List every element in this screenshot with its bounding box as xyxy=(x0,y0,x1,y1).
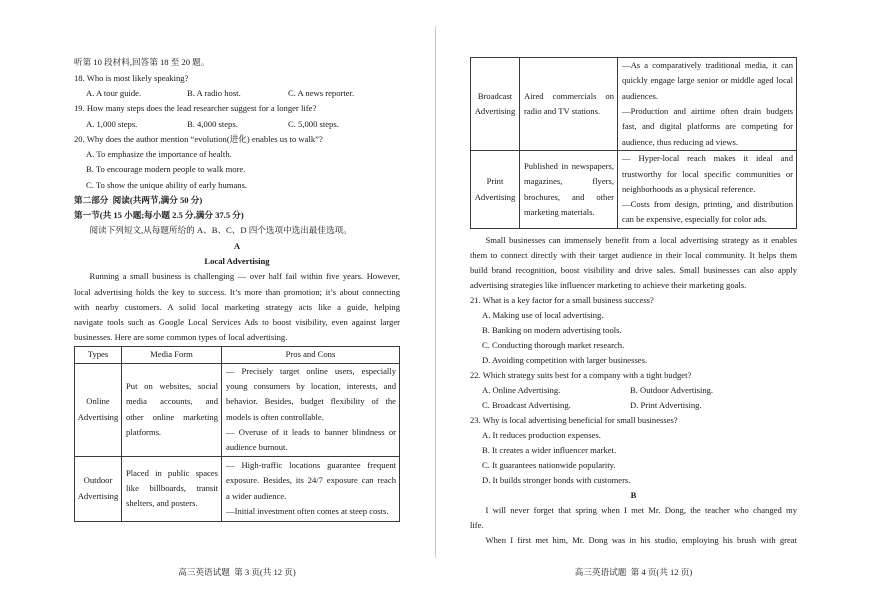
passage-a-intro xyxy=(74,269,400,345)
text-line: Running a small business is challenging — over half fail within five years. However, xyxy=(89,271,400,282)
question-18-option-a: A. A tour guide. xyxy=(86,87,142,98)
cell-line: models is often controllable. xyxy=(226,411,324,422)
passage-a-title: Local Advertising xyxy=(204,256,270,267)
text-line: navigate tools such as Google Local Services Ads to boost visibility, even against larger xyxy=(74,317,400,328)
table-row-online-advertising xyxy=(75,363,400,456)
cell-line: —As a comparatively traditional media, it can xyxy=(622,60,793,71)
text-line: shelters, and posters. xyxy=(126,498,198,509)
question-21-option-c: C. Conducting thorough market research. xyxy=(482,339,625,350)
type-cell-outdoor xyxy=(75,456,122,521)
cell-line: — Hyper-local reach makes it ideal and xyxy=(622,153,793,164)
question-20-option-c: C. To show the unique ability of early humans. xyxy=(86,179,248,190)
table-row-broadcast-advertising xyxy=(471,58,797,151)
question-22-options-row-1 xyxy=(470,383,797,398)
text-line: platforms. xyxy=(126,427,162,438)
question-19-options xyxy=(74,117,400,132)
page-4-content xyxy=(470,57,797,548)
question-22-option-a: A. Online Advertising. xyxy=(482,384,561,395)
advertising-types-table-part-1 xyxy=(74,346,400,522)
cell-line: behavior. Besides, budget flexibility of the xyxy=(226,396,396,407)
cell-line: exposure. Besides, its 24/7 exposure can reach xyxy=(226,475,396,486)
text-line: businesses. Here are some common types of local advertising. xyxy=(74,332,288,343)
reading-instruction: 阅读下列短文,从每题所给的 A、B、C、D 四个选项中选出最佳选项。 xyxy=(89,225,352,236)
cell-line: neighborhoods as a physical reference. xyxy=(622,183,756,194)
advertising-types-table-part-2 xyxy=(470,57,797,229)
table-row-outdoor-advertising xyxy=(75,456,400,521)
question-22-options-row-2 xyxy=(470,398,797,413)
cell-line: —Costs from design, printing, and distribution xyxy=(622,199,793,210)
table-row-print-advertising xyxy=(471,151,797,229)
text-line: Advertising xyxy=(77,490,119,501)
type-cell-online xyxy=(75,363,122,456)
text-line: Small businesses can immensely benefit from a local advertising strategy as it enables xyxy=(485,234,797,245)
question-19-option-c: C. 5,000 steps. xyxy=(288,118,339,129)
type-cell-print xyxy=(471,151,520,229)
text-line: magazines, flyers, xyxy=(524,176,614,187)
text-line: Placed in public spaces xyxy=(126,467,218,478)
passage-b-paragraph-1 xyxy=(470,503,797,533)
question-18-option-b: B. A radio host. xyxy=(187,87,241,98)
text-line: When I first met him, Mr. Dong was in his studio, employing his brush with great xyxy=(485,535,797,546)
text-line: Advertising xyxy=(77,411,119,422)
page-4-text xyxy=(470,233,797,549)
text-line: media accounts, and xyxy=(126,396,218,407)
pros-cons-cell-online xyxy=(222,363,400,456)
question-23-stem: 23. Why is local advertising beneficial for small businesses? xyxy=(470,415,678,426)
question-22-option-b: B. Outdoor Advertising. xyxy=(630,384,714,395)
header-types: Types xyxy=(75,346,122,363)
question-23-option-d: D. It builds stronger bonds with customers. xyxy=(482,475,631,486)
text-line: like billboards, transit xyxy=(126,483,218,494)
passage-b-paragraph-2 xyxy=(470,533,797,548)
pros-cons-cell-print xyxy=(618,151,797,229)
cell-line: —Initial investment often comes at steep costs. xyxy=(226,506,389,517)
cell-line: a wider audience. xyxy=(226,490,287,501)
text-line: Print xyxy=(486,176,504,187)
question-18-options xyxy=(74,86,400,101)
page-3-content xyxy=(74,55,400,521)
media-form-cell-online xyxy=(122,363,222,456)
cell-line: quickly engage large senior or middle aged local xyxy=(622,75,793,86)
question-18-stem: 18. Who is most likely speaking? xyxy=(74,72,189,83)
cell-line: —Production and airtime often drain budgets xyxy=(622,106,793,116)
text-line: Online xyxy=(86,396,110,407)
passage-a-label: A xyxy=(233,240,241,251)
question-20-option-b: B. To encourage modern people to walk more. xyxy=(86,164,246,175)
text-line: other online marketing xyxy=(126,411,218,422)
question-22-stem: 22. Which strategy suits best for a company with a tight budget? xyxy=(470,369,692,380)
text-line: Aired commercials on xyxy=(524,90,614,101)
text-line: Advertising xyxy=(474,106,516,116)
text-line: Published in newspapers, xyxy=(524,160,614,171)
cell-line: young consumers by location, interests, and xyxy=(226,381,396,392)
question-23-option-c: C. It guarantees nationwide popularity. xyxy=(482,460,616,471)
table-header-row xyxy=(75,346,400,363)
text-line: advertising strategies like influencer marketing to achieve their marketing goals. xyxy=(470,279,747,290)
page-4-footer: 高三英语试题 第 4 页(共 12 页) xyxy=(574,566,693,577)
question-19-stem: 19. How many steps does the lead researcher suggest for a longer life? xyxy=(74,103,317,114)
section-one-heading: 第一节(共 15 小题;每小题 2.5 分,满分 37.5 分) xyxy=(74,210,244,221)
text-line: them to connect directly with their target audience in their local community. It helps them xyxy=(470,249,797,260)
cell-line: audience burnout. xyxy=(226,442,288,453)
text-line: build brand recognition, boost visibility and drive sales. Small businesses can also apply xyxy=(470,264,797,275)
question-19-option-a: A. 1,000 steps. xyxy=(86,118,138,129)
question-22-option-d: D. Print Advertising. xyxy=(630,400,702,411)
text-line: Broadcast xyxy=(477,90,513,101)
cell-line: — Precisely target online users, especially xyxy=(226,365,396,376)
question-21-option-b: B. Banking on modern advertising tools. xyxy=(482,324,622,335)
header-media-form: Media Form xyxy=(122,346,222,363)
cell-line: audiences. xyxy=(622,90,659,101)
header-pros-and-cons: Pros and Cons xyxy=(222,346,400,363)
question-20-option-a: A. To emphasize the importance of health. xyxy=(86,149,232,160)
media-form-cell-broadcast xyxy=(520,58,618,151)
question-18-option-c: C. A news reporter. xyxy=(288,87,355,98)
cell-line: trustworthy for local specific communities or xyxy=(622,168,793,179)
question-21-option-d: D. Avoiding competition with larger businesses. xyxy=(482,354,648,365)
text-line: Outdoor xyxy=(83,475,113,486)
cell-line: fast, and digital platforms are competing for xyxy=(622,121,793,132)
media-form-cell-print xyxy=(520,151,618,229)
cell-line: can be expensive, especially for color ads. xyxy=(622,214,768,225)
question-21-stem: 21. What is a key factor for a small business success? xyxy=(470,294,654,305)
question-20-stem: 20. Why does the author mention “evolution(进化) enables us to walk”? xyxy=(74,133,323,144)
question-21-option-a: A. Making use of local advertising. xyxy=(482,309,604,320)
question-22-option-c: C. Broadcast Advertising. xyxy=(482,400,571,411)
text-line: Advertising xyxy=(474,191,516,202)
text-line: with nearby customers. A solid local marketing strategy acts like a guide, helping xyxy=(74,301,400,312)
listening-instruction: 听第 10 段材料,回答第 18 至 20 题。 xyxy=(74,57,210,68)
text-line: I will never forget that spring when I met Mr. Dong, the teacher who changed my xyxy=(485,505,797,516)
page-3-footer: 高三英语试题 第 3 页(共 12 页) xyxy=(178,566,296,577)
question-19-option-b: B. 4,000 steps. xyxy=(187,118,238,129)
cell-line: — High-traffic locations guarantee frequent xyxy=(226,460,396,471)
question-23-option-a: A. It reduces production expenses. xyxy=(482,430,601,441)
type-cell-broadcast xyxy=(471,58,520,151)
pros-cons-cell-broadcast xyxy=(618,58,797,151)
cell-line: — Overuse of it leads to banner blindness or xyxy=(226,427,396,438)
text-line: marketing materials. xyxy=(524,206,595,217)
question-23-option-b: B. It creates a wider influencer market. xyxy=(482,445,617,456)
text-line: local advertising holds the key to success. It’s more than promotion; it’s about connecting xyxy=(74,286,400,297)
text-line: brochures, and other xyxy=(524,191,614,202)
media-form-cell-outdoor xyxy=(122,456,222,521)
passage-b-label: B xyxy=(630,490,637,501)
text-line: Put on websites, social xyxy=(126,381,218,392)
part-two-heading: 第二部分 阅读(共两节,满分 50 分) xyxy=(74,194,203,205)
page-fold-line xyxy=(435,26,436,558)
text-line: life. xyxy=(470,520,484,531)
pros-cons-cell-outdoor xyxy=(222,456,400,521)
text-line: radio and TV stations. xyxy=(524,106,601,116)
cell-line: audience, thus reducing ad views. xyxy=(622,136,738,147)
passage-a-conclusion xyxy=(470,233,797,293)
